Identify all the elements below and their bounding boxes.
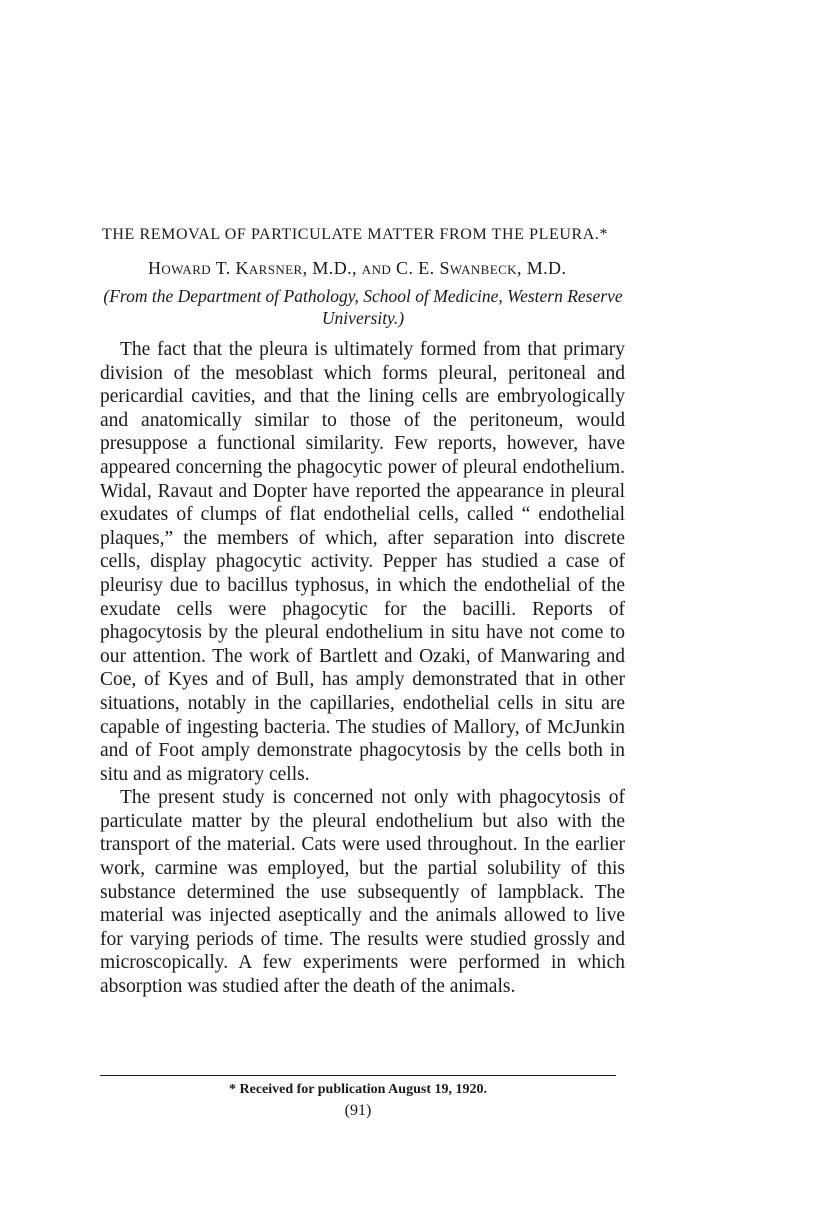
page-number: (91): [344, 1102, 372, 1119]
footnote: * Received for publication August 19, 1920.: [229, 1082, 487, 1097]
footnote-divider: [100, 1075, 616, 1076]
article-affiliation: (From the Department of Pathology, School of Medicine, Western Reserve University.): [103, 286, 623, 328]
article-body: [100, 338, 625, 999]
body-paragraph-1: The fact that the pleura is ultimately formed from that primary division of the mesoblast which forms pleural, peritoneal and pericardial cavities, and that the lining cells are embryologically and anatomically similar to those of the peritoneum, would presuppose a functional similarity. Few reports, however, have appeared concerning the phagocytic power of pleural endothelium. Widal, Ravaut and Dopter have reported the appearance in pleural exudates of clumps of flat endothelial cells, called “ endothelial plaques,” the members of which, after separation into discrete cells, display phagocytic activity. Pepper has studied a case of pleurisy due to bacillus typhosus, in which the endothelial of the exudate cells were phagocytic for the bacilli. Reports of phagocytosis by the pleural endothelium in situ have not come to our attention. The work of Bartlett and Ozaki, of Manwaring and Coe, of Kyes and of Bull, has amply demonstrated that in other situations, notably in the capillaries, endothelial cells in situ are capable of ingesting bacteria. The studies of Mallory, of McJunkin and of Foot amply demonstrate phagocytosis by the cells both in situ and as migratory cells.: [100, 339, 625, 785]
body-paragraph-2: The present study is concerned not only with phagocytosis of particulate matter by the pleural endothelium but also with the transport of the material. Cats were used throughout. In the earlier work, carmine was employed, but the partial solubility of this substance determined the use subsequently of lampblack. The material was injected aseptically and the animals allowed to live for varying periods of time. The results were studied grossly and microscopically. A few experiments were performed in which absorption was studied after the death of the animals.: [100, 787, 625, 998]
article-title: THE REMOVAL OF PARTICULATE MATTER FROM THE PLEURA.*: [102, 226, 609, 243]
article-authors: Howard T. Karsner, M.D., and C. E. Swanbeck, M.D.: [148, 258, 567, 278]
